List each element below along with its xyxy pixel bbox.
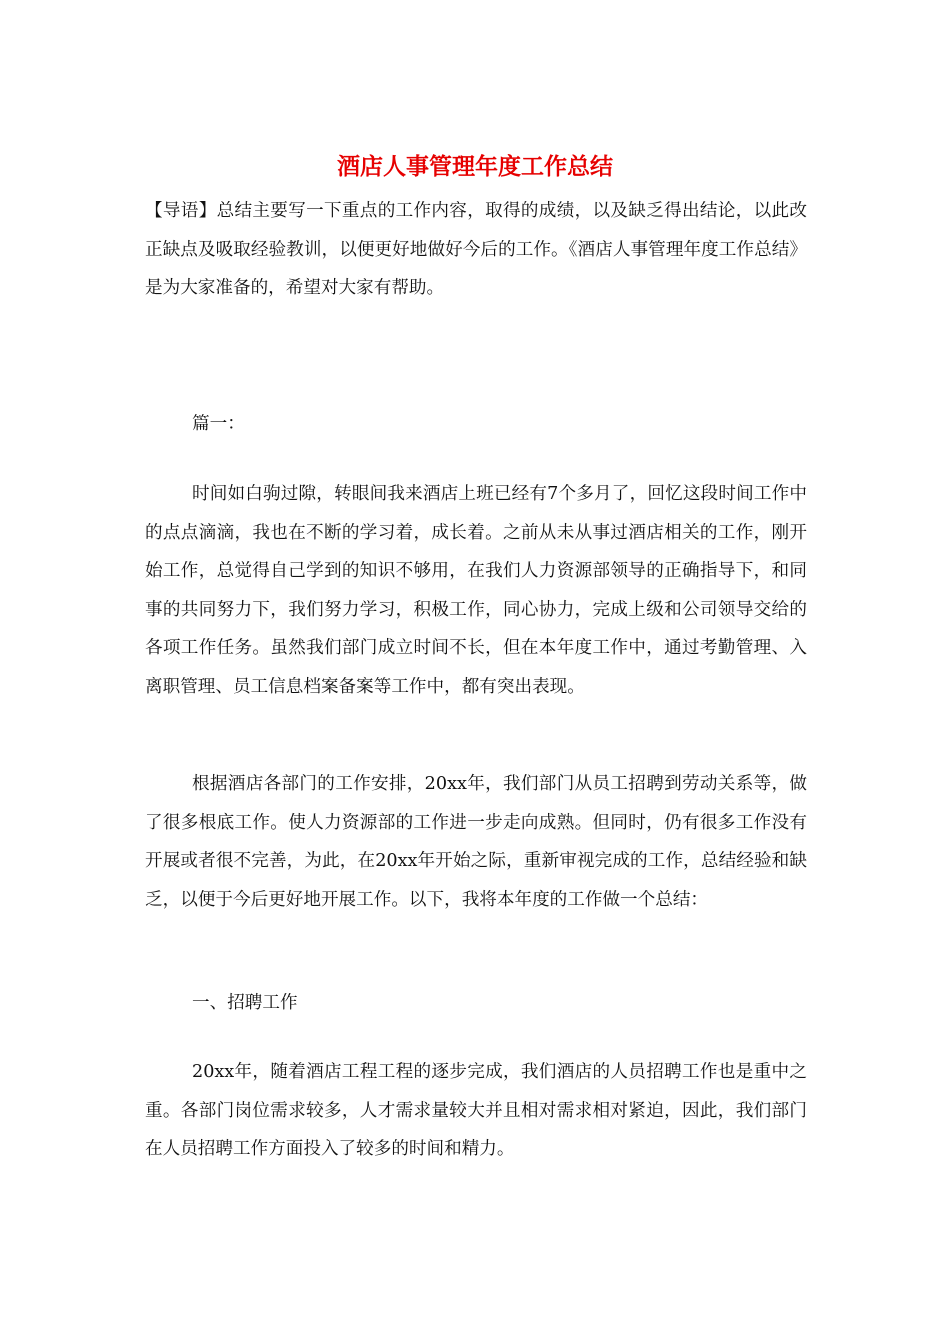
intro-paragraph: 【导语】总结主要写一下重点的工作内容，取得的成绩，以及缺乏得出结论，以此改正缺点及吸取经验教训，以便更好地做好今后的工作。《酒店人事管理年度工作总结》是为大家准备的，希望对大家有帮助。 (145, 201, 807, 299)
body-paragraph-3: 20xx年，随着酒店工程工程的逐步完成，我们酒店的人员招聘工作也是重中之重。各部门岗位需求较多，人才需求量较大并且相对需求相对紧迫，因此，我们部门在人员招聘工作方面投入了较多的时间和精力。 (145, 1062, 807, 1160)
document-title: 酒店人事管理年度工作总结 (337, 153, 613, 180)
body-paragraph-2: 根据酒店各部门的工作安排，20xx年，我们部门从员工招聘到劳动关系等，做了很多根底工作。使人力资源部的工作进一步走向成熟。但同时，仍有很多工作没有开展或者很不完善，为此，在20xx年开始之际，重新审视完成的工作，总结经验和缺乏，以便于今后更好地开展工作。以下，我将本年度的工作做一个总结： (145, 774, 807, 910)
section-heading: 一、招聘工作 (192, 993, 298, 1013)
part-heading: 篇一： (192, 414, 245, 434)
body-paragraph-1: 时间如白驹过隙，转眼间我来酒店上班已经有7个多月了，回忆这段时间工作中的点点滴滴，我也在不断的学习着，成长着。之前从未从事过酒店相关的工作，刚开始工作，总觉得自己学到的知识不够用，在我们人力资源部领导的正确指导下，和同事的共同努力下，我们努力学习，积极工作，同心协力，完成上级和公司领导交给的各项工作任务。虽然我们部门成立时间不长，但在本年度工作中，通过考勤管理、入离职管理、员工信息档案备案等工作中，都有突出表现。 (145, 484, 807, 697)
